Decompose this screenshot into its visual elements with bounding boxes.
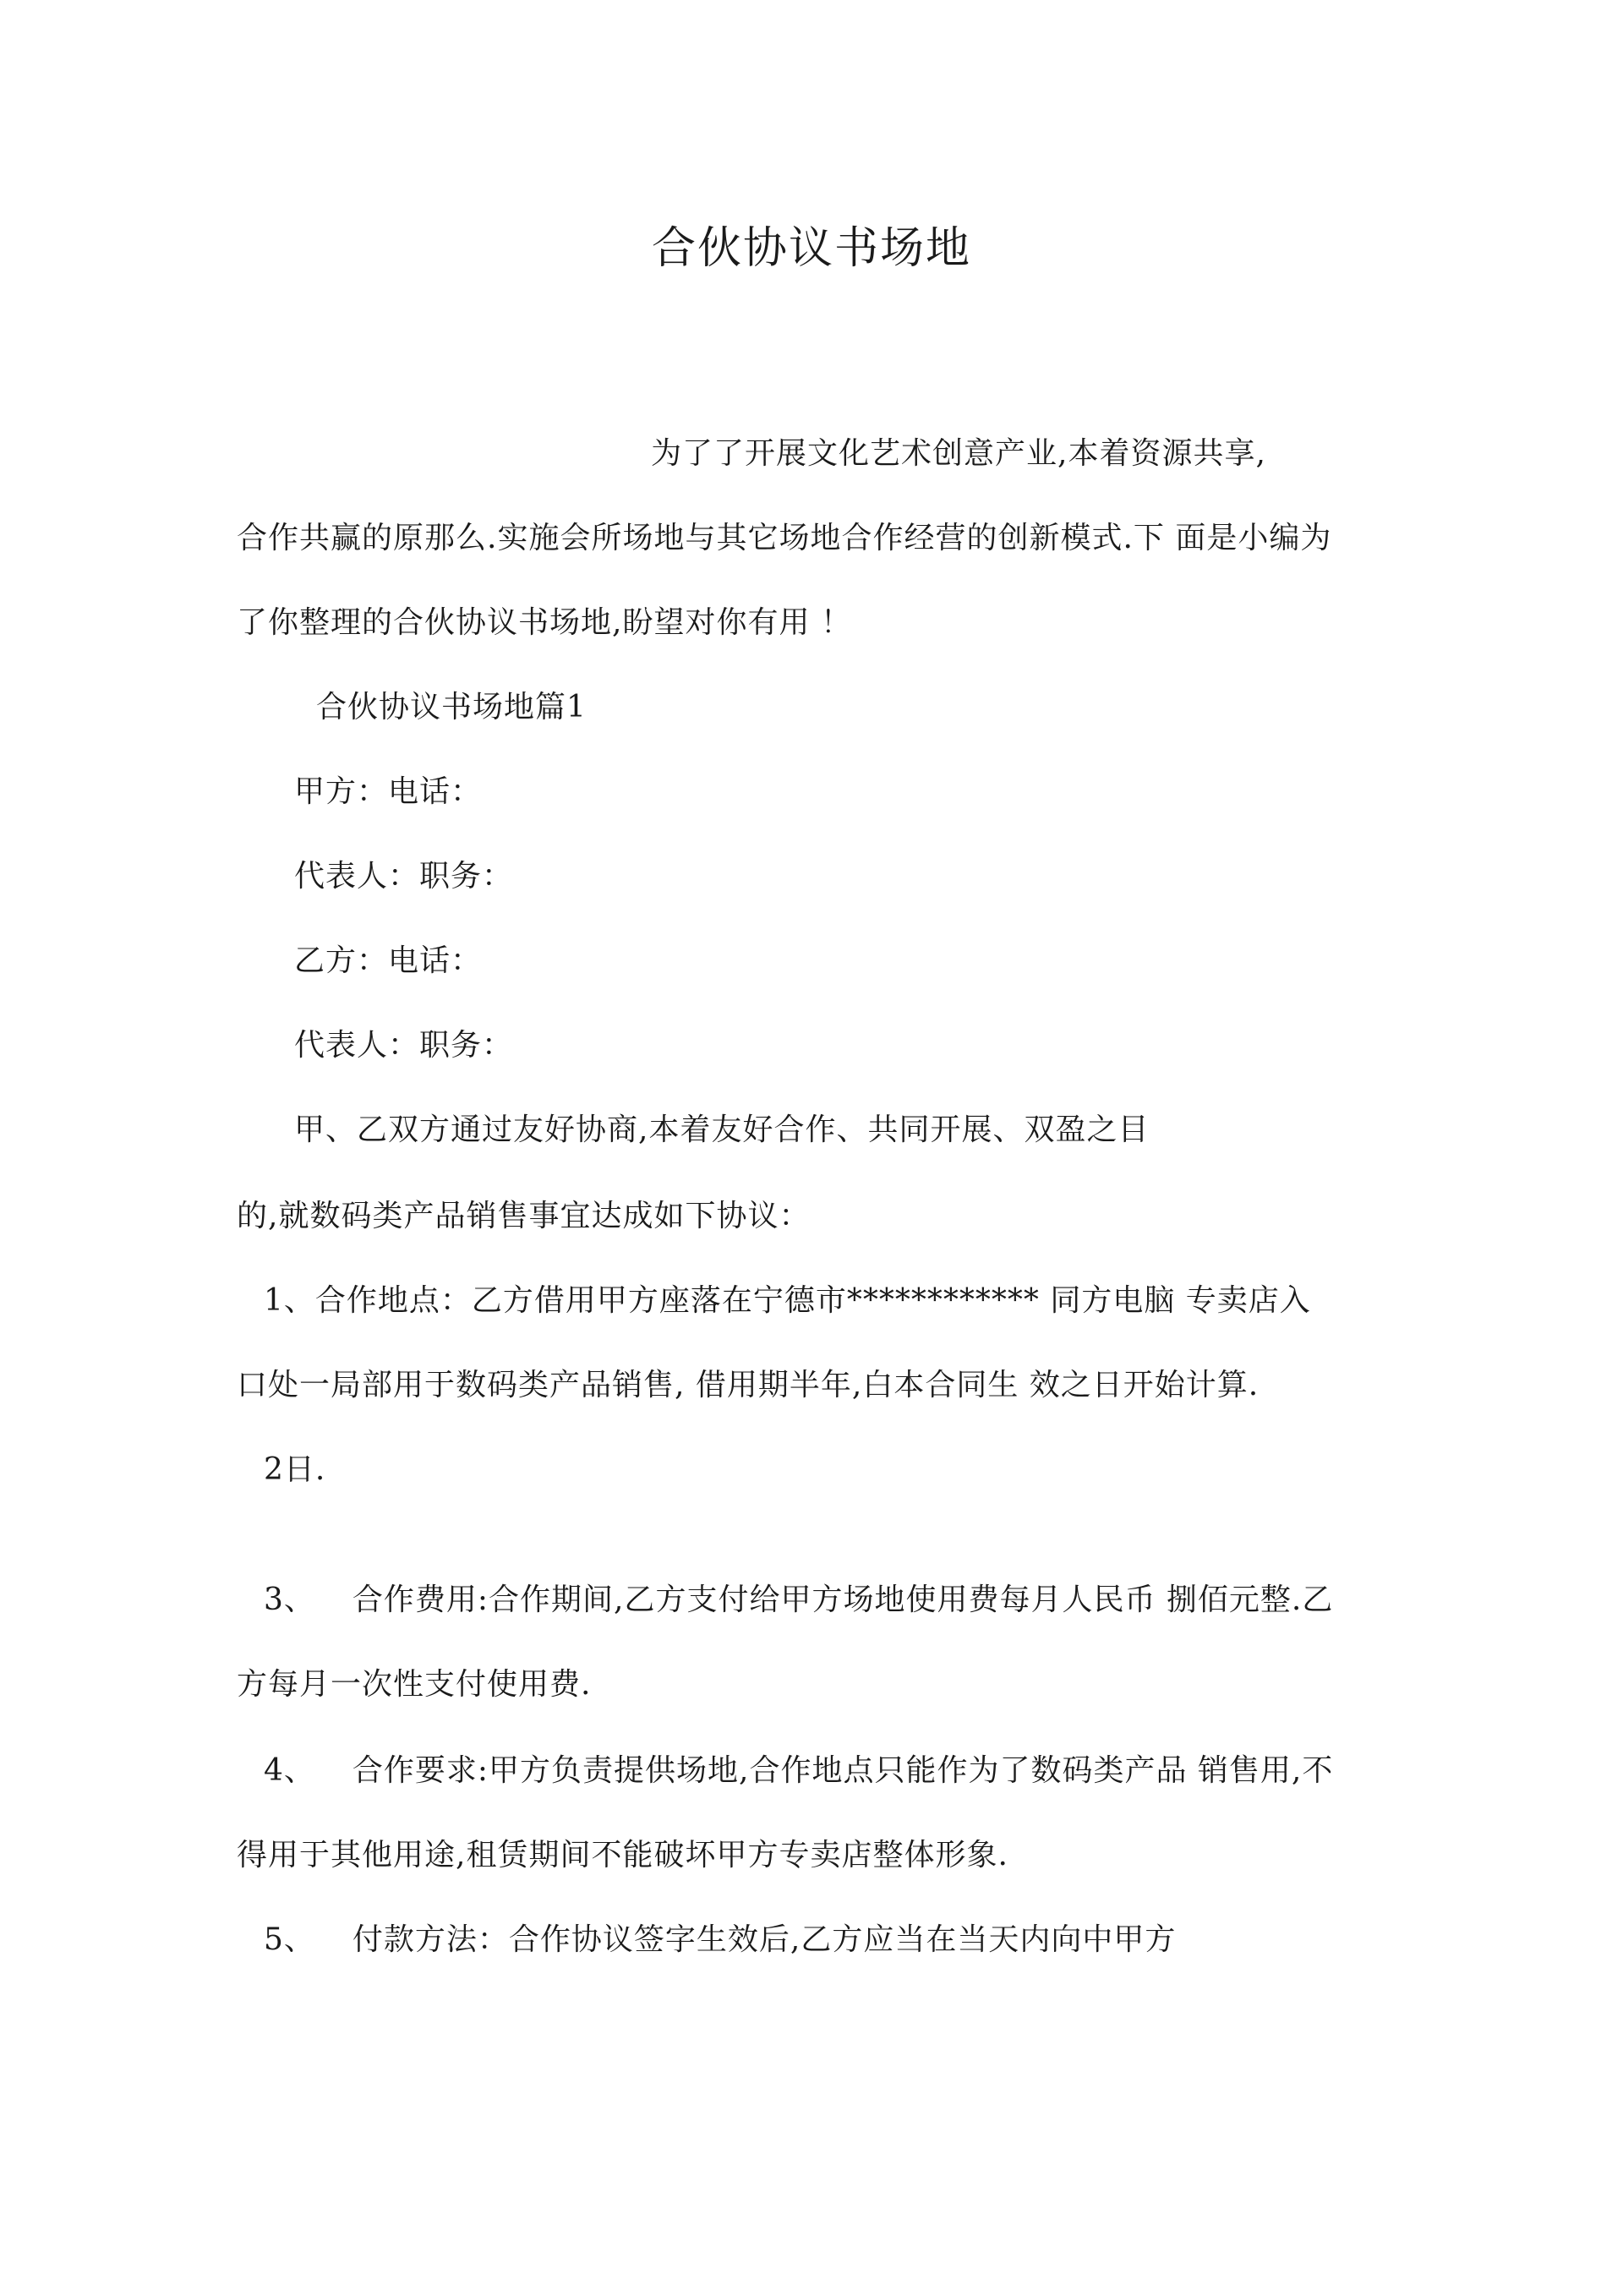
intro-line-1: 为了了开展文化艺术创意产业,本着资源共享, — [651, 436, 1266, 471]
party-b-line: 乙方：电话： — [294, 943, 483, 978]
preamble-line-1: 甲、乙双方通过友好协商,本着友好合作、共同开展、双盈之目 — [294, 1112, 1150, 1147]
intro-line-3: 了你整理的合伙协议书场地,盼望对你有用 ！ — [237, 605, 852, 640]
party-a-representative-line: 代表人：职务： — [294, 859, 514, 894]
clause-3-text: 合作费用:合作期间,乙方支付给甲方场地使用费每月人民币 捌佰元整.乙 — [352, 1583, 1334, 1617]
clause-3-number: 3、 — [264, 1583, 315, 1617]
clause-4-number: 4、 — [264, 1753, 315, 1788]
clause-4-text: 合作要求:甲方负责提供场地,合作地点只能作为了数码类产品 销售用,不 — [352, 1753, 1334, 1788]
section-heading: 合伙协议书场地篇1 — [316, 690, 587, 724]
clause-1-line-2: 口处一局部用于数码类产品销售, 借用期半年,白本合同生 效之日开始计算. — [237, 1368, 1260, 1402]
document-title: 合伙协议书场地 — [651, 223, 971, 274]
clause-2: 2日. — [264, 1452, 326, 1487]
clause-3-line-1 — [264, 1579, 1333, 1621]
clause-5-line-1 — [264, 1919, 1176, 1961]
intro-line-2: 合作共赢的原那么.实施会所场地与其它场地合作经营的创新模式.下 面是小编为 — [237, 521, 1332, 555]
party-b-representative-line: 代表人：职务： — [294, 1028, 514, 1063]
clause-4-line-2: 得用于其他用途,租赁期间不能破坏甲方专卖店整体形象. — [237, 1838, 1008, 1872]
clause-4-line-1 — [264, 1750, 1333, 1792]
party-a-line: 甲方：电话： — [294, 774, 483, 809]
preamble-line-2: 的,就数码类产品销售事宜达成如下协议： — [237, 1199, 811, 1233]
clause-1-line-1: 1、合作地点：乙方借用甲方座落在宁德市************ 同方电脑 专卖店入 — [264, 1283, 1311, 1318]
clause-5-number: 5、 — [264, 1922, 315, 1957]
clause-3-line-2: 方每月一次性支付使用费. — [237, 1667, 592, 1702]
clause-5-text: 付款方法：合作协议签字生效后,乙方应当在当天内向中甲方 — [352, 1922, 1177, 1957]
